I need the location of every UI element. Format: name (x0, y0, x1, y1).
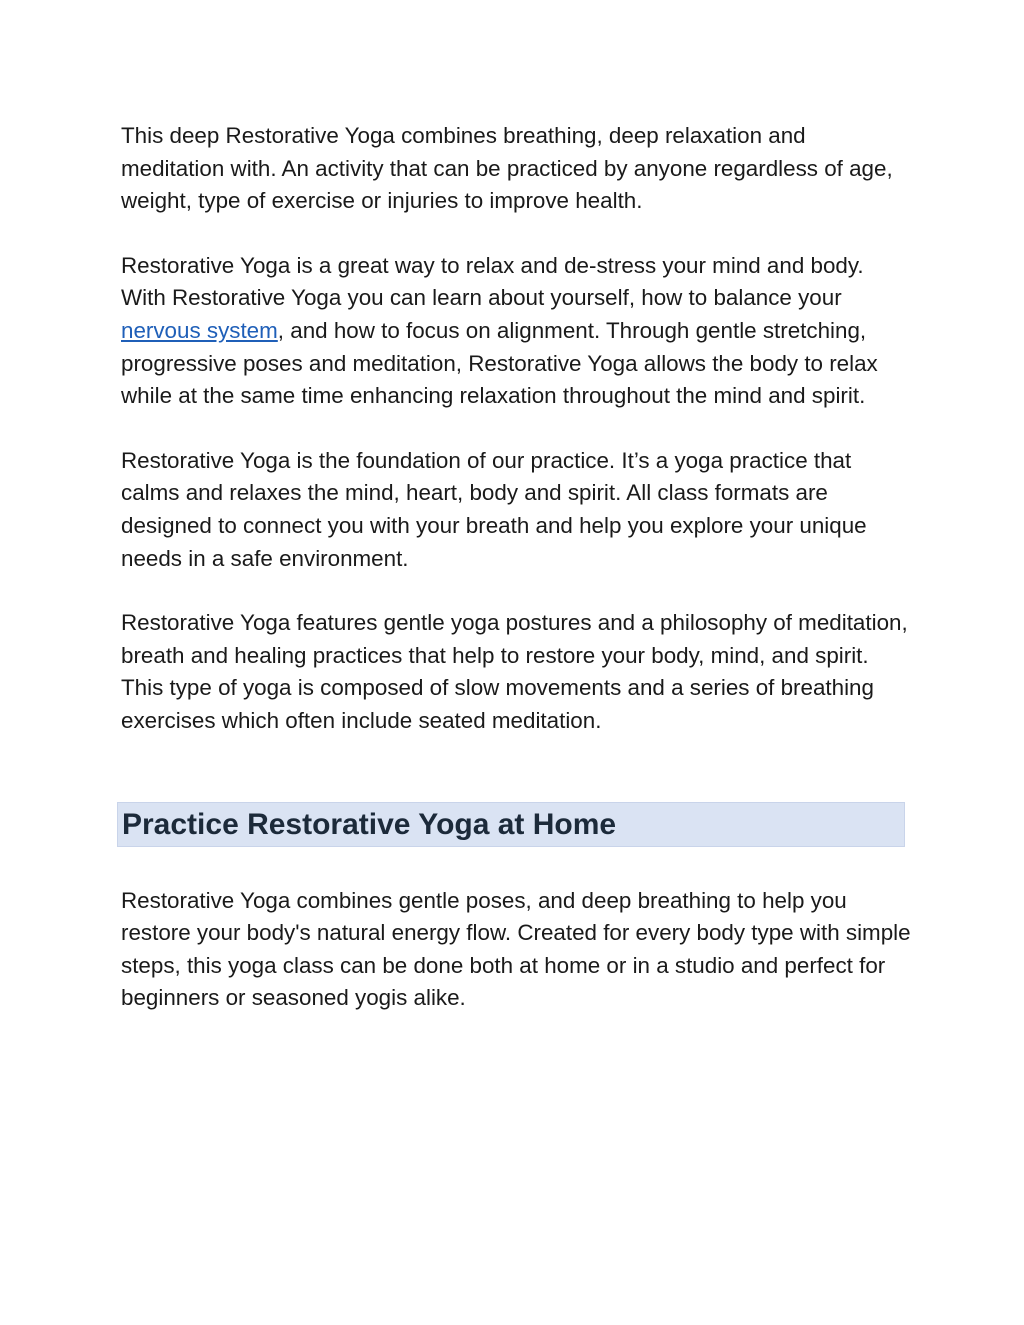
document-page (121, 120, 911, 1047)
nervous-system-link[interactable]: nervous system (121, 317, 278, 343)
section-heading: Practice Restorative Yoga at Home (122, 807, 617, 841)
paragraph-home-practice: Restorative Yoga combines gentle poses, and deep breathing to help you restore your body's natural energy flow. Created for every body type with simple steps, this yoga class can be done both at home or in a studio and perfect for beginners or seasoned yogis alike. (121, 887, 911, 1011)
section-heading-band (117, 802, 905, 847)
paragraph-relax-text-start: Restorative Yoga is a great way to relax and de-stress your mind and body. With Restorative Yoga you can learn about yourself, how to balance your (121, 252, 864, 311)
paragraph-relax (121, 250, 911, 413)
paragraph-features: Restorative Yoga features gentle yoga postures and a philosophy of meditation, breath and healing practices that help to restore your body, mind, and spirit. This type of yoga is composed of slow movements and a series of breathing exercises which often include seated meditation. (121, 610, 908, 733)
paragraph-relax-text-end: , and how to focus on alignment. Through gentle stretching, progressive poses and meditation, Restorative Yoga allows the body to relax while at the same time enhancing relaxation throughout the mind and spirit. (121, 317, 878, 409)
paragraph-intro: This deep Restorative Yoga combines breathing, deep relaxation and meditation with. An activity that can be practiced by anyone regardless of age, weight, type of exercise or injuries to improve health. (121, 123, 893, 214)
paragraph-foundation: Restorative Yoga is the foundation of our practice. It’s a yoga practice that calms and relaxes the mind, heart, body and spirit. All class formats are designed to connect you with your breath and help you explore your unique needs in a safe environment. (121, 447, 867, 571)
